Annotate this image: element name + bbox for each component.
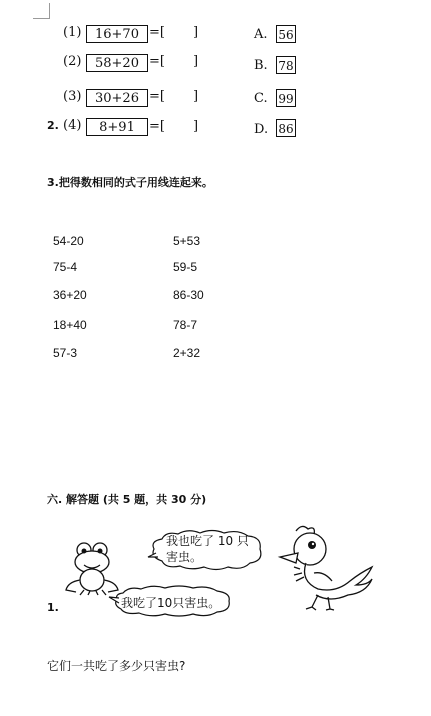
speech-text-line: 我也吃了 10 只 <box>166 534 249 548</box>
left-expression: 36+20 <box>53 288 87 302</box>
expression-box: 30+26 <box>86 89 148 107</box>
option-value-box: 86 <box>276 119 296 137</box>
answer-bracket-close: ] <box>193 54 199 69</box>
answer-bracket-close: ] <box>193 25 199 40</box>
expression-box: 16+70 <box>86 25 148 43</box>
equals-bracket-open: =[ <box>149 54 165 69</box>
section-6-title: 六. 解答题 (共 5 题，共 30 分) <box>47 493 207 506</box>
question-number: (3) <box>63 89 82 104</box>
speech-text-line: 害虫。 <box>166 550 203 564</box>
answer-bracket-close: ] <box>193 89 199 104</box>
option-value-box: 56 <box>276 25 296 43</box>
option-letter: C. <box>254 91 268 106</box>
expression-box: 58+20 <box>86 54 148 72</box>
equals-bracket-open: =[ <box>149 25 165 40</box>
section-3-title: 3.把得数相同的式子用线连起来。 <box>47 176 213 189</box>
expression-box: 8+91 <box>86 118 148 136</box>
left-expression: 54-20 <box>53 234 84 248</box>
right-expression: 5+53 <box>173 234 201 248</box>
question-number: (4) <box>63 118 82 133</box>
right-expression: 2+32 <box>173 346 201 360</box>
equals-bracket-open: =[ <box>149 119 165 134</box>
option-value-box: 99 <box>276 89 296 107</box>
left-expression: 57-3 <box>53 346 78 360</box>
left-expression: 18+40 <box>53 318 87 332</box>
left-expression: 75-4 <box>53 260 78 274</box>
speech-text-top <box>166 533 249 565</box>
option-letter: A. <box>254 27 268 42</box>
option-letter: D. <box>254 122 269 137</box>
item-number: 1. <box>47 601 59 614</box>
page-corner-mark-horizontal <box>33 18 50 19</box>
bird-illustration <box>276 523 374 611</box>
option-value-box: 78 <box>276 56 296 74</box>
equals-bracket-open: =[ <box>149 89 165 104</box>
question-number: (2) <box>63 54 82 69</box>
option-letter: B. <box>254 58 268 73</box>
word-problem-question: 它们一共吃了多少只害虫? <box>47 659 186 673</box>
speech-text-bottom: 我吃了10只害虫。 <box>121 596 221 610</box>
right-expression: 78-7 <box>173 318 198 332</box>
answer-bracket-close: ] <box>193 119 199 134</box>
question-number: (1) <box>63 25 82 40</box>
right-expression: 59-5 <box>173 260 198 274</box>
page-corner-mark-vertical <box>49 3 50 19</box>
item-number: 2. <box>47 119 59 132</box>
right-expression: 86-30 <box>173 288 204 302</box>
